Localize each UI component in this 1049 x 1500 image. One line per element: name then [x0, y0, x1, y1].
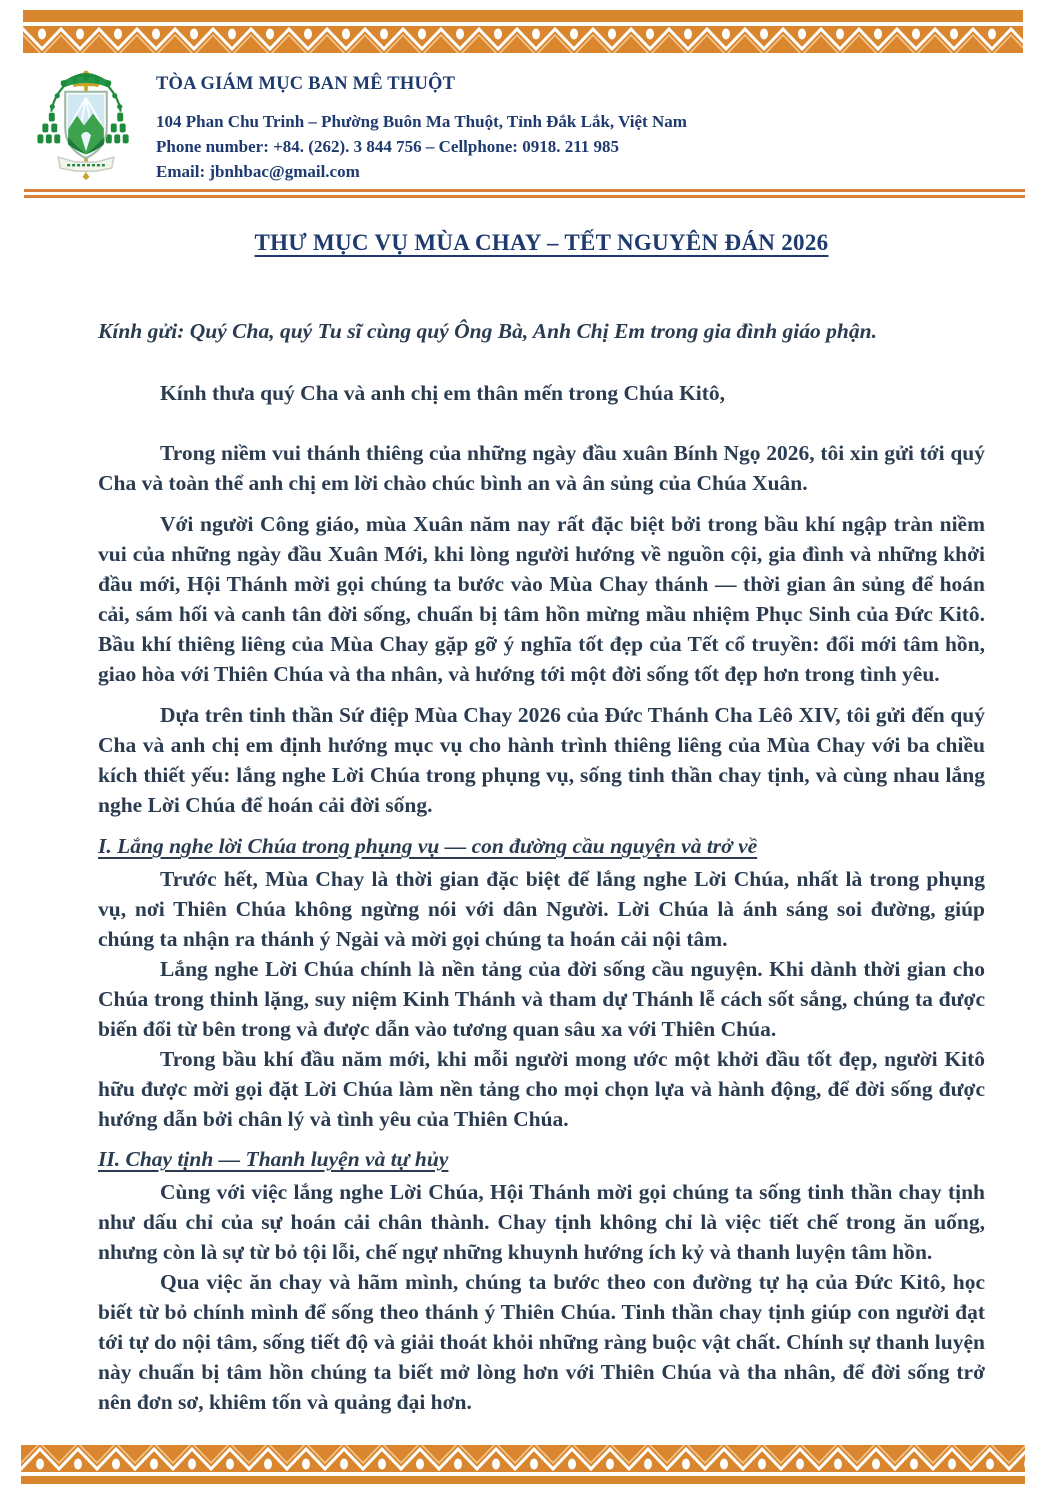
letter-body — [98, 316, 985, 1417]
decorative-border-top — [23, 10, 1023, 53]
orange-bar — [21, 1476, 1025, 1484]
organization-name: TÒA GIÁM MỤC BAN MÊ THUỘT — [156, 74, 456, 94]
section-1-paragraph-1: Trước hết, Mùa Chay là thời gian đặc biệt để lắng nghe Lời Chúa, nhất là trong phụng vụ, nơi Thiên Chúa không ngừng nói với dân Người. Lời Chúa là ánh sáng soi đường, giúp chúng ta nhận ra thánh ý Ngài và mời gọi chúng ta hoán cải nội tâm. — [98, 867, 985, 951]
greeting-line: Kính thưa quý Cha và anh chị em thân mến trong Chúa Kitô, — [160, 381, 726, 405]
bishop-coat-of-arms-icon — [30, 66, 142, 180]
section-2-paragraph-1: Cùng với việc lắng nghe Lời Chúa, Hội Thánh mời gọi chúng ta sống tinh thần chay tịnh như dấu chỉ của sự hoán cải chân thành. Chay tịnh không chỉ là việc tiết chế trong ăn uống, nhưng còn là sự từ bỏ tội lỗi, chế ngự những khuynh hướng ích kỷ và thanh luyện tâm hồn. — [98, 1180, 985, 1264]
letter-title: THƯ MỤC VỤ MÙA CHAY – TẾT NGUYÊN ĐÁN 2026 — [254, 230, 829, 255]
zigzag-pattern-icon — [23, 26, 1023, 53]
letterhead-text — [156, 66, 687, 184]
intro-paragraph-2: Với người Công giáo, mùa Xuân năm nay rất đặc biệt bởi trong bầu khí ngập tràn niềm vui của những ngày đầu Xuân Mới, khi lòng người hướng về nguồn cội, gia đình và những khởi đầu mới, Hội Thánh mời gọi chúng ta bước vào Mùa Chay thánh — thời gian ân sủng để hoán cải, sám hối và canh tân đời sống, chuẩn bị tâm hồn mừng mầu nhiệm Phục Sinh của Đức Kitô. Bầu khí thiêng liêng của Mùa Chay gặp gỡ ý nghĩa tốt đẹp của Tết cổ truyền: đổi mới tâm hồn, giao hòa với Thiên Chúa và tha nhân, và hướng tới một đời sống tốt đẹp hơn trong tình yêu. — [98, 512, 985, 686]
section-1-heading: I. Lắng nghe lời Chúa trong phụng vụ — con đường cầu nguyện và trở về — [98, 834, 758, 858]
letterhead — [30, 66, 1025, 184]
intro-paragraph-1: Trong niềm vui thánh thiêng của những ngày đầu xuân Bính Ngọ 2026, tôi xin gửi tới quý Cha và toàn thể anh chị em lời chào chúc bình an và ân sủng của Chúa Xuân. — [98, 441, 985, 495]
header-divider — [24, 189, 1025, 198]
section-1-paragraph-3: Trong bầu khí đầu năm mới, khi mỗi người mong ước một khởi đầu tốt đẹp, người Kitô hữu được mời gọi đặt Lời Chúa làm nền tảng cho mọi chọn lựa và hành động, để đời sống được hướng dẫn bởi chân lý và tình yêu của Thiên Chúa. — [98, 1047, 985, 1131]
section-1-paragraph-2: Lắng nghe Lời Chúa chính là nền tảng của đời sống cầu nguyện. Khi dành thời gian cho Chúa trong thinh lặng, suy niệm Kinh Thánh và tham dự Thánh lễ cách sốt sắng, chúng ta được biến đổi từ bên trong và được dẫn vào tương quan sâu xa với Thiên Chúa. — [98, 957, 985, 1041]
salutation-line: Kính gửi: Quý Cha, quý Tu sĩ cùng quý Ông Bà, Anh Chị Em trong gia đình giáo phận. — [98, 319, 877, 343]
zigzag-pattern-icon — [21, 1445, 1025, 1472]
coat-of-arms-graphic — [30, 66, 142, 180]
orange-bar — [23, 10, 1023, 22]
section-2-paragraph-2: Qua việc ăn chay và hãm mình, chúng ta bước theo con đường tự hạ của Đức Kitô, học biết từ bỏ chính mình để sống theo thánh ý Thiên Chúa. Tinh thần chay tịnh giúp con người đạt tới tự do nội tâm, sống tiết độ và giải thoát khỏi những ràng buộc vật chất. Chính sự thanh luyện này chuẩn bị tâm hồn chúng ta biết mở lòng hơn với Thiên Chúa và tha nhân, để đời sống trở nên đơn sơ, khiêm tốn và quảng đại hơn. — [98, 1270, 985, 1414]
email-line: Email: jbnhbac@gmail.com — [156, 162, 360, 181]
intro-paragraph-3: Dựa trên tinh thần Sứ điệp Mùa Chay 2026 của Đức Thánh Cha Lêô XIV, tôi gửi đến quý Cha và anh chị em định hướng mục vụ cho hành trình thiêng liêng của Mùa Chay với ba chiều kích thiết yếu: lắng nghe Lời Chúa trong phụng vụ, sống tinh thần chay tịnh, và cùng nhau lắng nghe Lời Chúa để hoán cải đời sống. — [98, 703, 985, 817]
section-2-heading: II. Chay tịnh — Thanh luyện và tự hủy — [98, 1147, 449, 1171]
decorative-border-bottom — [21, 1445, 1025, 1484]
phone-line: Phone number: +84. (262). 3 844 756 – Cellphone: 0918. 211 985 — [156, 137, 620, 156]
address-line: 104 Phan Chu Trinh – Phường Buôn Ma Thuột, Tỉnh Đắk Lắk, Việt Nam — [156, 112, 687, 131]
